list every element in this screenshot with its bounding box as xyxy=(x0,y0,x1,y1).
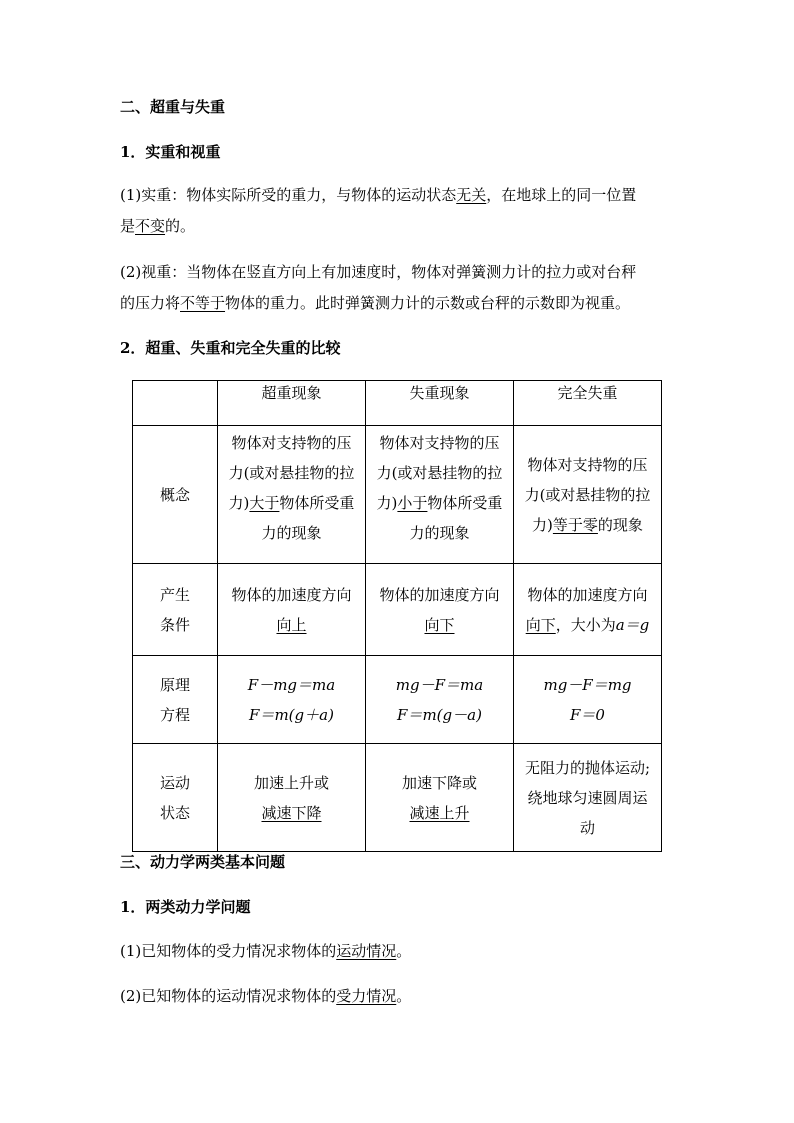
subsection-real-apparent-weight: 1．实重和视重 xyxy=(120,143,221,161)
concept-weightless: 物体对支持物的压 力(或对悬挂物的拉 力)等于零的现象 xyxy=(514,426,662,564)
section-2-title: 二、超重与失重 xyxy=(120,98,226,116)
blank-answer: 无关 xyxy=(456,186,487,204)
paragraph-real-weight-line2: 是不变的。 xyxy=(120,217,196,235)
blank-answer: 运动情况 xyxy=(336,942,397,960)
table-row-equation xyxy=(133,656,662,744)
row-label-condition: 产生 条件 xyxy=(133,564,218,656)
concept-overweight: 物体对支持物的压 力(或对悬挂物的拉 力)大于物体所受重 力的现象 xyxy=(218,426,366,564)
concept-underweight: 物体对支持物的压 力(或对悬挂物的拉 力)小于物体所受重 力的现象 xyxy=(366,426,514,564)
condition-weightless: 物体的加速度方向 向下，大小为a＝g xyxy=(514,564,662,656)
header-weightless: 完全失重 xyxy=(514,381,662,426)
row-label-concept: 概念 xyxy=(133,426,218,564)
motion-weightless: 无阻力的抛体运动; 绕地球匀速圆周运 动 xyxy=(514,744,662,852)
table-corner-cell xyxy=(133,381,218,426)
section-3-title: 三、动力学两类基本问题 xyxy=(120,853,286,871)
equation-weightless: mg－F＝mg F＝0 xyxy=(514,656,662,744)
row-label-motion: 运动 状态 xyxy=(133,744,218,852)
paragraph-apparent-weight-line1: (2)视重：当物体在竖直方向上有加速度时，物体对弹簧测力计的拉力或对台秤 xyxy=(120,263,637,281)
condition-underweight: 物体的加速度方向 向下 xyxy=(366,564,514,656)
subsection-comparison: 2．超重、失重和完全失重的比较 xyxy=(120,339,341,357)
paragraph-problem-1: (1)已知物体的受力情况求物体的运动情况。 xyxy=(120,942,412,960)
table-row-concept xyxy=(133,426,662,564)
row-label-equation: 原理 方程 xyxy=(133,656,218,744)
blank-answer: 不变 xyxy=(135,217,166,235)
subsection-two-problems: 1．两类动力学问题 xyxy=(120,898,251,916)
paragraph-real-weight-line1: (1)实重：物体实际所受的重力，与物体的运动状态无关，在地球上的同一位置 xyxy=(120,186,637,204)
condition-overweight: 物体的加速度方向 向上 xyxy=(218,564,366,656)
blank-answer: 不等于 xyxy=(180,294,226,312)
paragraph-problem-2: (2)已知物体的运动情况求物体的受力情况。 xyxy=(120,987,412,1005)
equation-overweight: F－mg＝ma F＝m(g＋a) xyxy=(218,656,366,744)
table-header-row xyxy=(133,381,662,426)
table-row-condition xyxy=(133,564,662,656)
equation-underweight: mg－F＝ma F＝m(g－a) xyxy=(366,656,514,744)
header-underweight: 失重现象 xyxy=(366,381,514,426)
motion-overweight: 加速上升或 减速下降 xyxy=(218,744,366,852)
motion-underweight: 加速下降或 减速上升 xyxy=(366,744,514,852)
header-overweight: 超重现象 xyxy=(218,381,366,426)
blank-answer: 受力情况 xyxy=(336,987,397,1005)
table-row-motion xyxy=(133,744,662,852)
paragraph-apparent-weight-line2: 的压力将不等于物体的重力。此时弹簧测力计的示数或台秤的示数即为视重。 xyxy=(120,294,631,312)
comparison-table xyxy=(132,380,662,852)
